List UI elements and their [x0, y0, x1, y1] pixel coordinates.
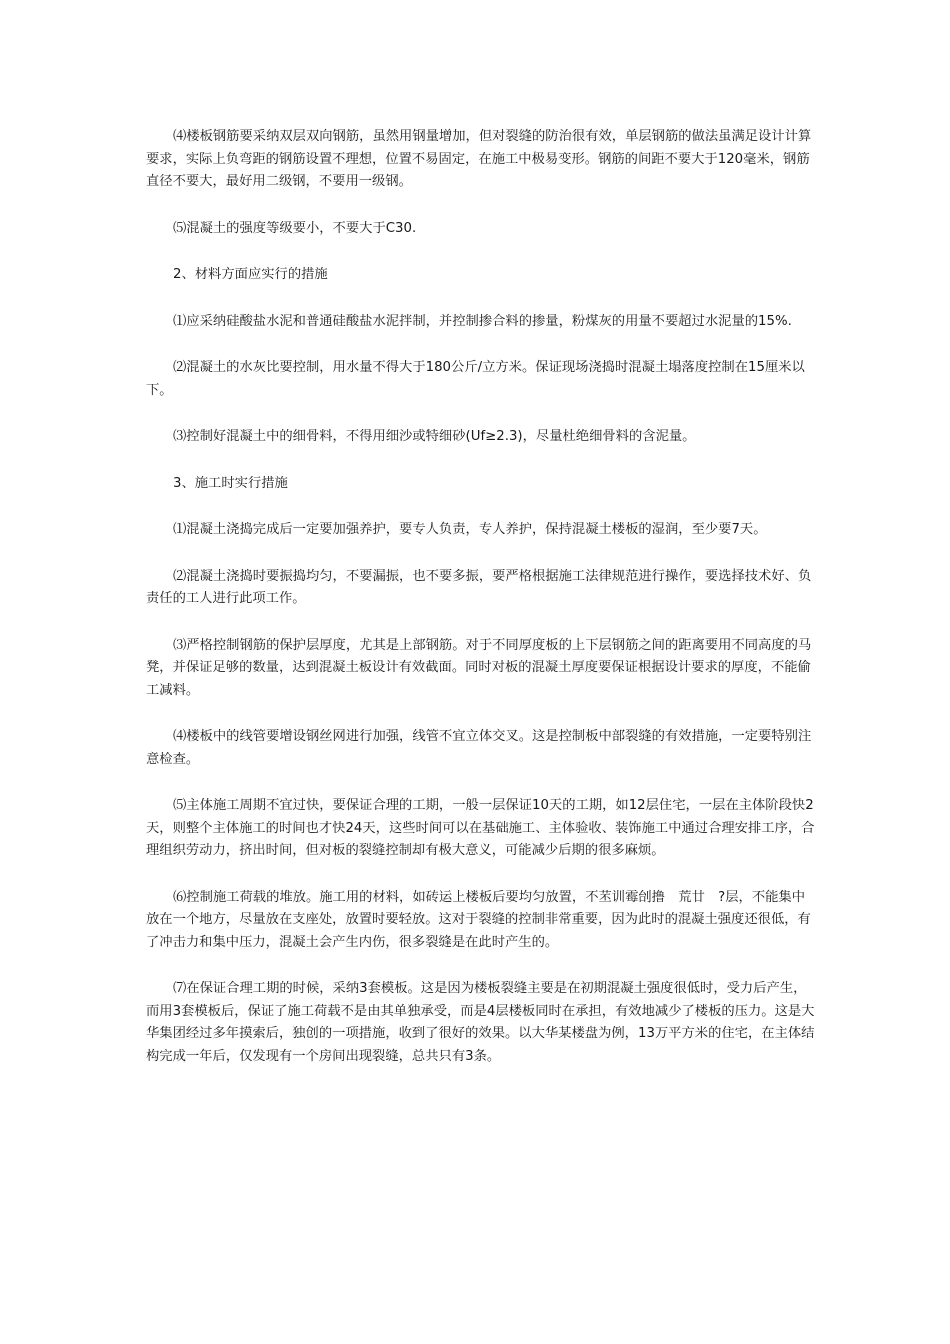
section-heading-materials: 2、材料方面应实行的措施: [173, 267, 328, 282]
paragraph-cement-type: ⑴应采纳硅酸盐水泥和普通硅酸盐水泥拌制，并控制掺合料的掺量，粉煤灰的用量不要超过水泥量的15%.: [173, 313, 792, 329]
document-body: [146, 126, 816, 1092]
paragraph-fine-aggregate: ⑶控制好混凝土中的细骨料，不得用细沙或特细砂(Uf≥2.3)，尽量杜绝细骨料的含泥量。: [173, 429, 696, 444]
paragraph-vibration: ⑵混凝土浇捣时要振捣均匀，不要漏振，也不要多振，要严格根据施工法律规范进行操作，要选择技术好、负责任的工人进行此项工作。: [146, 568, 812, 606]
paragraph-construction-period: ⑸主体施工周期不宜过快，要保证合理的工期，一般一层保证10天的工期，如12层住宅，一层在主体阶段快2天，则整个主体施工的时间也才快24天，这些时间可以在基础施工、主体验收、装饰施工中通过合理安排工序，合理组织劳动力，挤出时间，但对板的裂缝控制却有极大意义，可能减少后期的很多麻烦。: [146, 798, 815, 858]
paragraph-load-stacking: ⑹控制施工荷载的堆放。施工用的材料，如砖运上楼板后要均匀放置，不苤训霉刣撸 荒廿 ?层，不能集中放在一个地方，尽量放在支座处，放置时要轻放。这对于裂缝的控制非常重要，因为此时的混凝土强度还很低，有了冲击力和集中压力，混凝土会产生内伤，很多裂缝是在此时产生的。: [146, 889, 811, 950]
paragraph-conduit-mesh: ⑷楼板中的线管要增设钢丝网进行加强，线管不宜立体交叉。这是控制板中部裂缝的有效措施，一定要特别注意检查。: [146, 729, 812, 767]
paragraph-curing: ⑴混凝土浇捣完成后一定要加强养护，要专人负责，专人养护，保持混凝土楼板的湿润，至少要7天。: [173, 522, 767, 537]
paragraph-rebar-double-layer: ⑷楼板钢筋要采纳双层双向钢筋，虽然用钢量增加，但对裂缝的防治很有效，单层钢筋的做法虽满足设计计算要求，实际上负弯距的钢筋设置不理想，位置不易固定，在施工中极易变形。钢筋的间距不要大于120毫米，钢筋直径不要大，最好用二级钢，不要用一级钢。: [146, 129, 812, 189]
paragraph-water-cement-ratio: ⑵混凝土的水灰比要控制，用水量不得大于180公斤/立方米。保证现场浇捣时混凝土塌落度控制在15厘米以下。: [146, 360, 805, 398]
paragraph-concrete-strength: ⑸混凝土的强度等级要小，不要大于C30.: [173, 220, 417, 236]
paragraph-three-formwork-sets: ⑺在保证合理工期的时候，采纳3套模板。这是因为楼板裂缝主要是在初期混凝土强度很低时，受力后产生，而用3套模板后，保证了施工荷载不是由其单独承受，而是4层楼板同时在承担，有效地减少了楼板的压力。这是大华集团经过多年摸索后，独创的一项措施，收到了很好的效果。以大华某楼盘为例，13万平方米的住宅，在主体结构完成一年后，仅发现有一个房间出现裂缝，总共只有3条。: [146, 981, 815, 1064]
paragraph-cover-thickness: ⑶严格控制钢筋的保护层厚度，尤其是上部钢筋。对于不同厚度板的上下层钢筋之间的距离要用不同高度的马凳，并保证足够的数量，达到混凝土板设计有效截面。同时对板的混凝土厚度要保证根据设计要求的厚度，不能偷工减料。: [146, 637, 812, 698]
section-heading-construction: 3、施工时实行措施: [173, 475, 288, 491]
